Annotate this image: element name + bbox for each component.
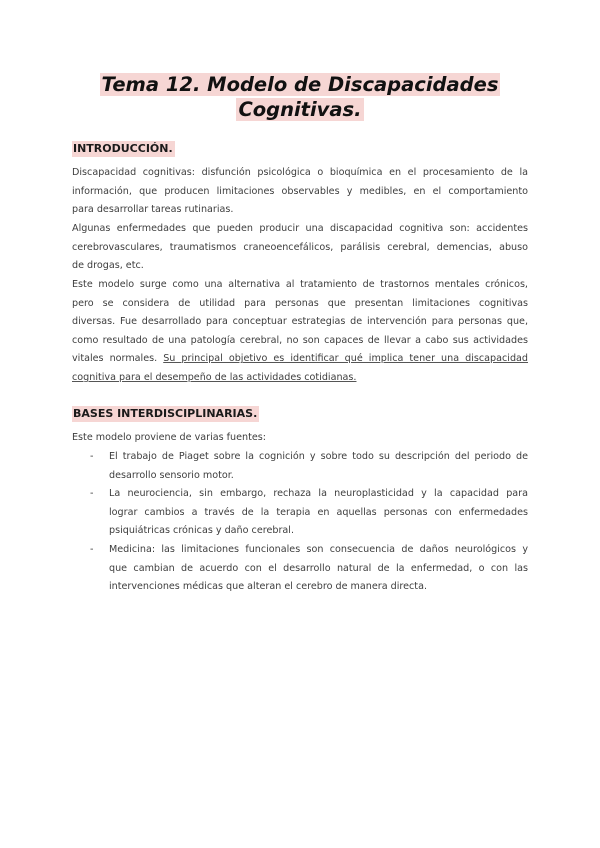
definition-term: Discapacidad cognitivas <box>72 167 192 178</box>
list-line: lograr cambios a través de la terapia en aquellas personas con enfermedades <box>109 506 528 518</box>
paragraph-line: Algunas enfermedades que pueden producir una discapacidad cognitiva son: accidentes <box>72 223 528 234</box>
paragraph-line: vitales normales. Su principal objetivo es identificar qué implica tener una discapacidad <box>72 353 529 365</box>
paragraph-line <box>72 369 528 388</box>
list-line: La neurociencia, sin embargo, rechaza la neuroplasticidad y la capacidad para <box>109 488 528 500</box>
list-dash: - <box>90 543 94 555</box>
paragraph-line: cerebrovasculares, traumatismos craneoencefálicos, parálisis cerebral, demencias, abuso <box>72 241 528 253</box>
page-title <box>60 72 540 122</box>
sources-list <box>72 448 528 597</box>
paragraph-line: Este modelo proviene de varias fuentes: <box>72 432 267 443</box>
page-title-line-1: Tema 12. Modelo de Discapacidades <box>101 73 499 96</box>
section-heading-bases: BASES INTERDISCIPLINARIAS. <box>73 407 258 420</box>
list-dash: - <box>90 451 94 462</box>
paragraph-line: para desarrollar tareas rutinarias. <box>72 204 234 216</box>
paragraph-line: Discapacidad cognitivas: disfunción psicológica o bioquímica en el procesamiento de la <box>72 167 528 178</box>
paragraph-line: de drogas, etc. <box>72 260 144 272</box>
paragraph-fuentes <box>72 429 528 448</box>
list-item <box>72 448 528 485</box>
list-line: psiquiátricas crónicas y daño cerebral. <box>109 525 295 537</box>
list-line: desarrollo sensorio motor. <box>109 469 234 481</box>
objective-underlined-text: Su principal objetivo es identificar qué implica tener una discapacidad <box>163 353 529 365</box>
list-line: que cambian de acuerdo con el desarrollo natural de la enfermedad, o con las <box>109 562 528 574</box>
list-item <box>72 485 528 541</box>
paragraph-definition <box>72 164 528 220</box>
paragraph-line: diversas. Fue desarrollado para conceptuar estrategias de intervención para personas que, <box>72 316 528 328</box>
paragraph-modelo <box>72 276 528 388</box>
paragraph-line: Este modelo surge como una alternativa al tratamiento de trastornos mentales crónicos, <box>72 279 528 290</box>
section-heading-introduccion: INTRODUCCIÓN. <box>73 142 173 155</box>
list-item <box>72 541 528 597</box>
paragraph-line: información, que producen limitaciones observables y medibles, en el comportamiento <box>72 185 528 197</box>
objective-underlined-text: cognitiva para el desempeño de las actividades cotidianas. <box>72 371 357 383</box>
list-line: intervenciones médicas que alteran el cerebro de manera directa. <box>109 581 427 593</box>
list-line: Medicina: las limitaciones funcionales son consecuencia de daños neurológicos y <box>109 543 528 555</box>
list-line: El trabajo de Piaget sobre la cognición y sobre todo su descripción del periodo de <box>109 451 528 462</box>
paragraph-line: pero se considera de utilidad para personas que presentan limitaciones cognitivas <box>72 297 528 309</box>
page-title-line-2: Cognitivas. <box>238 98 362 121</box>
list-dash: - <box>90 488 94 500</box>
paragraph-enfermedades <box>72 220 528 276</box>
paragraph-line: como resultado de una patología cerebral, no son capaces de llevar a cabo sus actividades <box>72 334 528 346</box>
